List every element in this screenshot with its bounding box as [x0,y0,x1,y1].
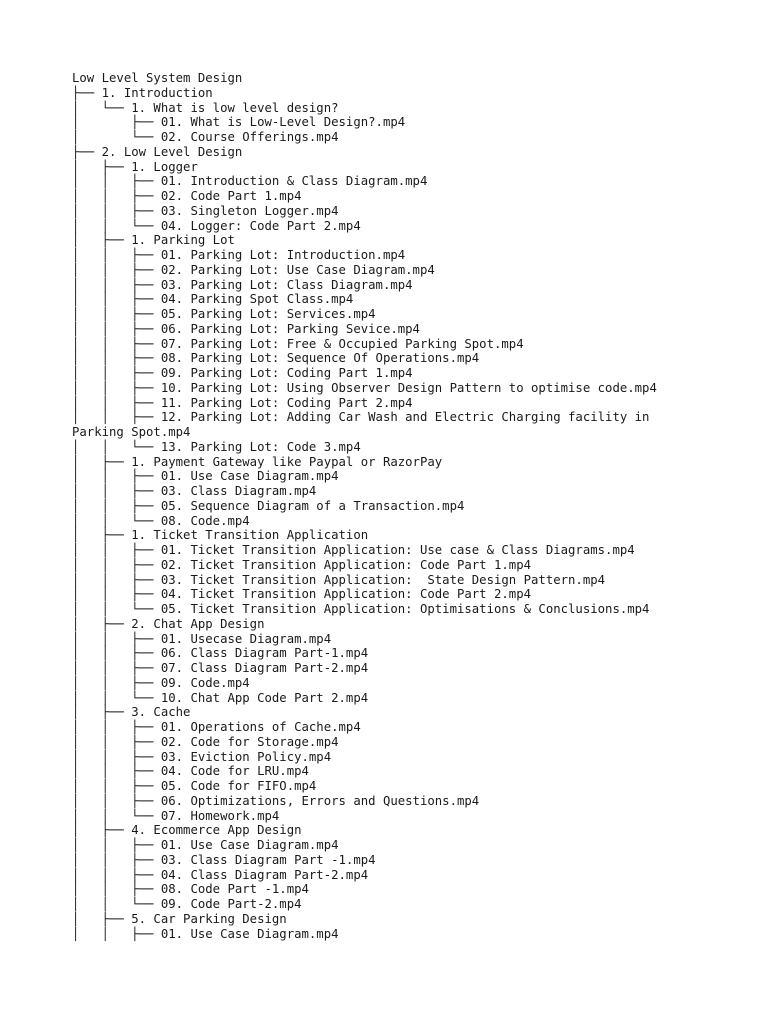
tree-line: │ │ ├── 01. Use Case Diagram.mp4 [72,838,339,852]
tree-line: │ │ ├── 08. Code Part -1.mp4 [72,882,309,897]
tree-line: │ │ └── 09. Code Part-2.mp4 [72,897,302,911]
tree-line: │ │ └── 05. Ticket Transition Application: Optimisations & Conclusions.mp4 [72,602,650,616]
tree-line: │ │ ├── 04. Class Diagram Part-2.mp4 [72,867,369,882]
tree-line: │ │ ├── 03. Class Diagram Part -1.mp4 [72,852,376,867]
tree-line: │ │ ├── 05. Parking Lot: Services.mp4 [72,307,376,321]
tree-line: │ │ ├── 06. Optimizations, Errors and Questions.mp4 [72,793,480,808]
tree-line: │ │ ├── 04. Code for LRU.mp4 [72,764,309,779]
tree-line: │ │ └── 04. Logger: Code Part 2.mp4 [72,218,361,233]
tree-line: │ │ ├── 10. Parking Lot: Using Observer Design Pattern to optimise code.mp4 [72,380,657,395]
tree-line: │ │ └── 08. Code.mp4 [72,513,250,528]
tree-line: │ │ ├── 03. Eviction Policy.mp4 [72,749,332,764]
tree-line: │ │ ├── 04. Ticket Transition Application: Code Part 2.mp4 [72,587,532,602]
tree-line: │ │ ├── 03. Singleton Logger.mp4 [72,203,339,218]
tree-line: │ │ └── 07. Homework.mp4 [72,808,280,823]
tree-line: │ │ ├── 05. Sequence Diagram of a Transaction.mp4 [72,498,465,513]
tree-line: │ │ ├── 09. Parking Lot: Coding Part 1.mp4 [72,366,413,380]
tree-line: │ ├── 3. Cache [72,705,191,720]
tree-line: │ ├── 4. Ecommerce App Design [72,823,302,838]
tree-line: │ │ ├── 01. Usecase Diagram.mp4 [72,631,332,646]
tree-line: │ │ ├── 01. Ticket Transition Application: Use case & Class Diagrams.mp4 [72,543,635,557]
directory-tree-listing [72,71,657,941]
tree-line: │ │ ├── 06. Class Diagram Part-1.mp4 [72,646,369,661]
tree-line: │ │ ├── 01. Introduction & Class Diagram.mp4 [72,174,428,189]
tree-line: │ │ ├── 07. Class Diagram Part-2.mp4 [72,661,369,675]
tree-line: │ ├── 1. Logger [72,159,198,174]
tree-line: │ ├── 01. What is Low-Level Design?.mp4 [72,115,406,130]
tree-root-title: Low Level System Design [72,71,243,85]
tree-line: │ ├── 1. Payment Gateway like Paypal or RazorPay [72,454,443,469]
tree-line: │ ├── 1. Ticket Transition Application [72,528,369,543]
tree-line: │ │ ├── 08. Parking Lot: Sequence Of Operations.mp4 [72,351,480,366]
tree-line: ├── 1. Introduction [72,85,213,100]
tree-line: │ │ ├── 11. Parking Lot: Coding Part 2.mp4 [72,395,413,410]
tree-line: │ │ ├── 07. Parking Lot: Free & Occupied Parking Spot.mp4 [72,336,524,351]
tree-line: │ │ ├── 01. Use Case Diagram.mp4 [72,926,339,941]
tree-line: │ │ └── 10. Chat App Code Part 2.mp4 [72,690,369,705]
tree-line: │ │ ├── 02. Code Part 1.mp4 [72,189,302,203]
tree-line: │ │ ├── 03. Ticket Transition Application: State Design Pattern.mp4 [72,572,606,587]
tree-line: │ │ ├── 02. Code for Storage.mp4 [72,734,339,749]
tree-line: │ └── 02. Course Offerings.mp4 [72,130,339,144]
tree-line: │ │ ├── 01. Parking Lot: Introduction.mp4 [72,248,406,262]
tree-line: │ │ ├── 02. Ticket Transition Application: Code Part 1.mp4 [72,557,532,572]
tree-line: │ ├── 5. Car Parking Design [72,911,287,926]
tree-line: │ │ ├── 06. Parking Lot: Parking Sevice.mp4 [72,321,420,336]
tree-line: │ ├── 1. Parking Lot [72,233,235,248]
tree-line: │ │ └── 13. Parking Lot: Code 3.mp4 [72,439,361,454]
tree-line: │ │ ├── 05. Code for FIFO.mp4 [72,779,317,793]
tree-line: │ │ ├── 01. Use Case Diagram.mp4 [72,469,339,484]
tree-line: │ └── 1. What is low level design? [72,100,339,115]
tree-line: │ │ ├── 09. Code.mp4 [72,675,250,690]
tree-line: │ │ ├── 12. Parking Lot: Adding Car Wash and Electric Charging facility in [72,410,650,425]
tree-line: │ ├── 2. Chat App Design [72,616,265,631]
tree-line: │ │ ├── 04. Parking Spot Class.mp4 [72,292,354,307]
tree-line: │ │ ├── 03. Parking Lot: Class Diagram.mp4 [72,277,413,292]
tree-line: │ │ ├── 02. Parking Lot: Use Case Diagram.mp4 [72,262,435,277]
tree-line: │ │ ├── 01. Operations of Cache.mp4 [72,720,361,734]
tree-line-wrapped: Parking Spot.mp4 [72,425,191,439]
tree-line: ├── 2. Low Level Design [72,144,243,159]
tree-line: │ │ ├── 03. Class Diagram.mp4 [72,484,317,498]
